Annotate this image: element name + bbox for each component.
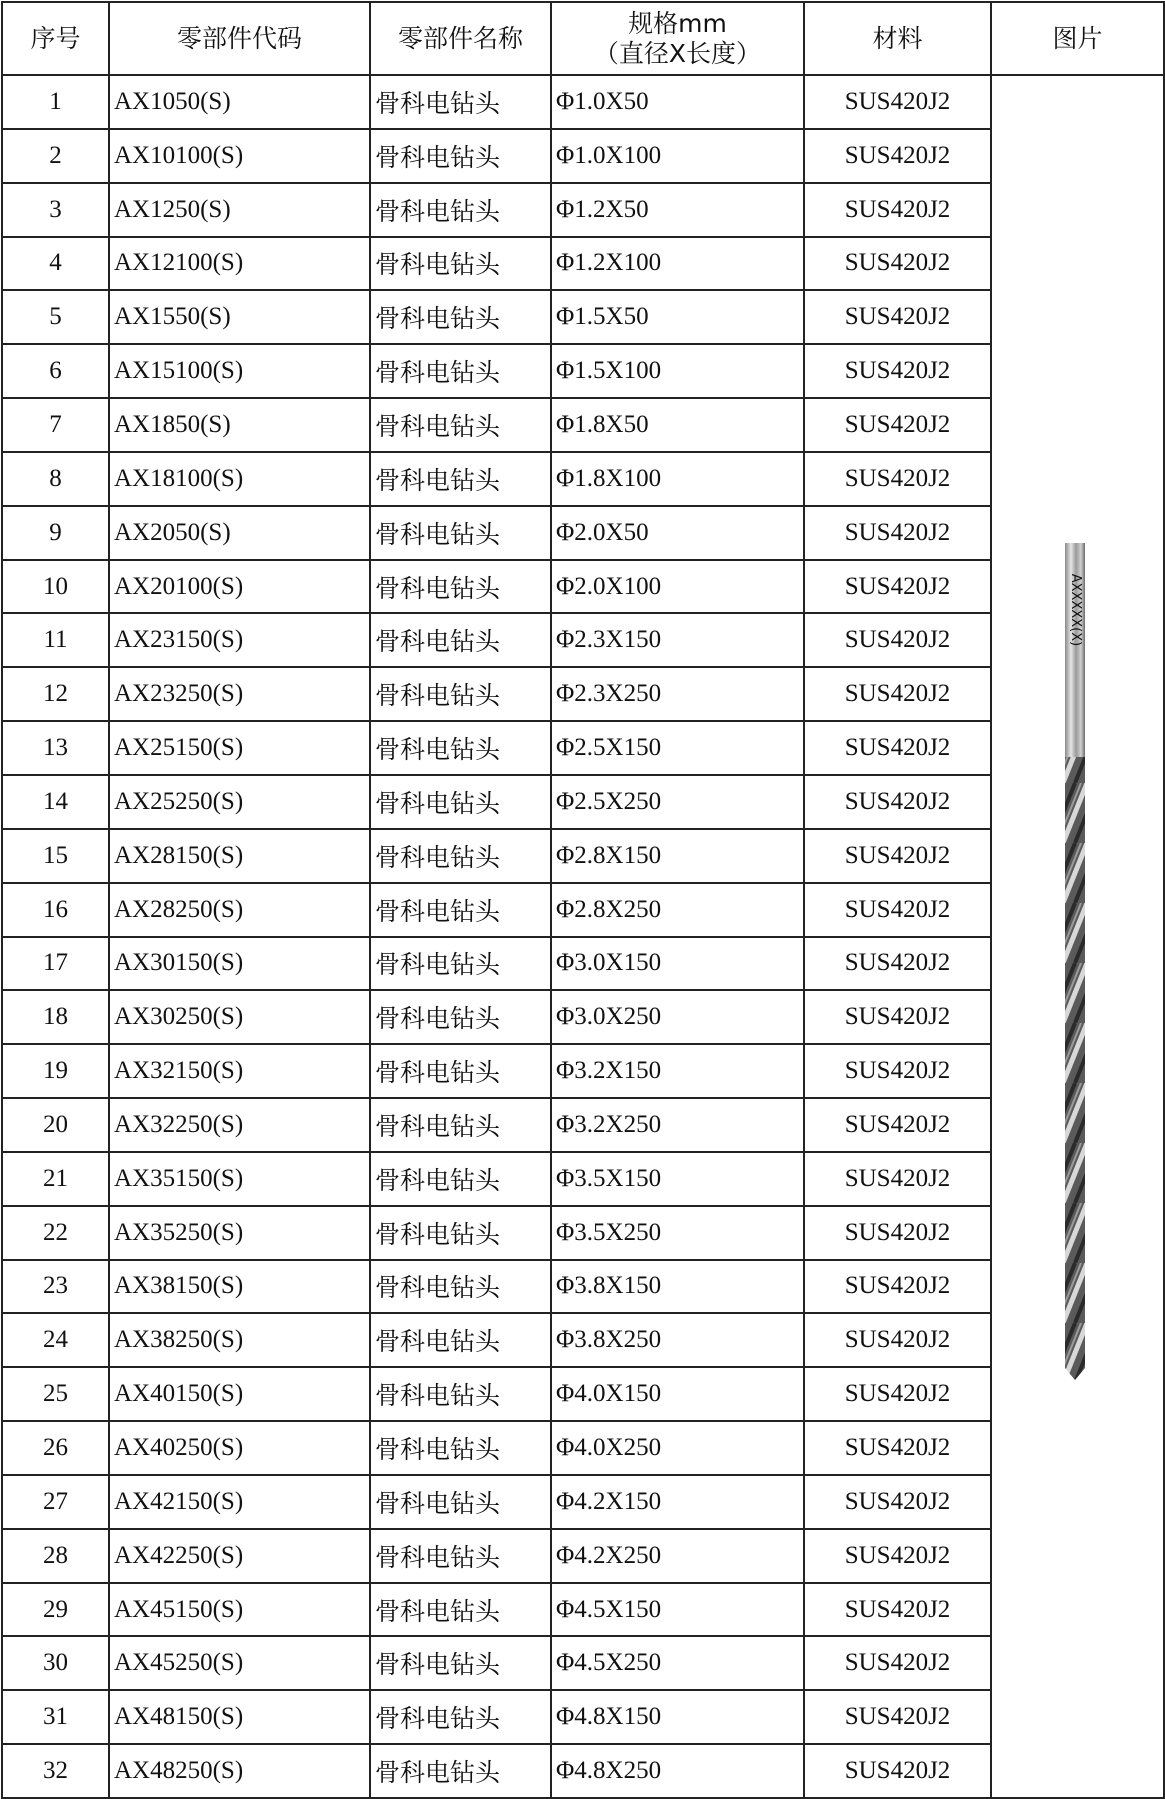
cell-material: SUS420J2 — [804, 1098, 991, 1152]
cell-code: AX38150(S) — [109, 1260, 370, 1314]
cell-name: 骨科电钻头 — [370, 398, 551, 452]
table-row — [2, 1636, 1164, 1690]
table-row — [2, 344, 1164, 398]
cell-material: SUS420J2 — [804, 937, 991, 991]
table-row — [2, 1206, 1164, 1260]
cell-code: AX1250(S) — [109, 183, 370, 237]
cell-code: AX35250(S) — [109, 1206, 370, 1260]
cell-no: 18 — [2, 990, 109, 1044]
cell-no: 24 — [2, 1313, 109, 1367]
table-row — [2, 560, 1164, 614]
cell-material: SUS420J2 — [804, 1744, 991, 1798]
cell-material: SUS420J2 — [804, 1529, 991, 1583]
cell-code: AX1550(S) — [109, 290, 370, 344]
cell-no: 28 — [2, 1529, 109, 1583]
table-row — [2, 1152, 1164, 1206]
cell-code: AX12100(S) — [109, 237, 370, 291]
table-row — [2, 1098, 1164, 1152]
cell-name: 骨科电钻头 — [370, 1583, 551, 1637]
cell-no: 25 — [2, 1367, 109, 1421]
table-row — [2, 829, 1164, 883]
cell-spec: Φ3.0X150 — [551, 937, 804, 991]
cell-name: 骨科电钻头 — [370, 775, 551, 829]
cell-name: 骨科电钻头 — [370, 1475, 551, 1529]
table-row — [2, 1044, 1164, 1098]
cell-material: SUS420J2 — [804, 344, 991, 398]
table-row — [2, 237, 1164, 291]
table-row — [2, 1260, 1164, 1314]
cell-code: AX45250(S) — [109, 1636, 370, 1690]
cell-no: 11 — [2, 613, 109, 667]
table-row — [2, 290, 1164, 344]
cell-material: SUS420J2 — [804, 1690, 991, 1744]
cell-material: SUS420J2 — [804, 1152, 991, 1206]
cell-code: AX45150(S) — [109, 1583, 370, 1637]
cell-name: 骨科电钻头 — [370, 290, 551, 344]
cell-spec: Φ2.3X250 — [551, 667, 804, 721]
cell-spec: Φ1.0X50 — [551, 75, 804, 129]
cell-code: AX15100(S) — [109, 344, 370, 398]
cell-code: AX25150(S) — [109, 721, 370, 775]
cell-spec: Φ4.0X150 — [551, 1367, 804, 1421]
cell-code: AX40250(S) — [109, 1421, 370, 1475]
cell-no: 27 — [2, 1475, 109, 1529]
table-row — [2, 452, 1164, 506]
cell-name: 骨科电钻头 — [370, 1744, 551, 1798]
cell-spec: Φ4.8X150 — [551, 1690, 804, 1744]
cell-no: 31 — [2, 1690, 109, 1744]
header-spec — [551, 2, 804, 75]
cell-no: 21 — [2, 1152, 109, 1206]
cell-code: AX38250(S) — [109, 1313, 370, 1367]
cell-name: 骨科电钻头 — [370, 1260, 551, 1314]
cell-code: AX42250(S) — [109, 1529, 370, 1583]
table-row — [2, 721, 1164, 775]
cell-no: 29 — [2, 1583, 109, 1637]
cell-material: SUS420J2 — [804, 990, 991, 1044]
cell-name: 骨科电钻头 — [370, 560, 551, 614]
header-spec-line1: 规格mm — [628, 8, 727, 38]
table-row — [2, 1313, 1164, 1367]
cell-code: AX32150(S) — [109, 1044, 370, 1098]
table-row — [2, 398, 1164, 452]
cell-name: 骨科电钻头 — [370, 990, 551, 1044]
cell-no: 32 — [2, 1744, 109, 1798]
cell-material: SUS420J2 — [804, 883, 991, 937]
cell-material: SUS420J2 — [804, 237, 991, 291]
cell-material: SUS420J2 — [804, 560, 991, 614]
cell-spec: Φ4.2X250 — [551, 1529, 804, 1583]
cell-no: 13 — [2, 721, 109, 775]
cell-name: 骨科电钻头 — [370, 237, 551, 291]
cell-name: 骨科电钻头 — [370, 1152, 551, 1206]
cell-spec: Φ2.5X250 — [551, 775, 804, 829]
cell-name: 骨科电钻头 — [370, 937, 551, 991]
cell-spec: Φ1.8X100 — [551, 452, 804, 506]
cell-name: 骨科电钻头 — [370, 1529, 551, 1583]
cell-no: 7 — [2, 398, 109, 452]
cell-material: SUS420J2 — [804, 452, 991, 506]
cell-no: 20 — [2, 1098, 109, 1152]
header-spec-line2: （直径X长度） — [593, 38, 762, 68]
cell-material: SUS420J2 — [804, 1260, 991, 1314]
cell-spec: Φ3.2X250 — [551, 1098, 804, 1152]
cell-material: SUS420J2 — [804, 775, 991, 829]
cell-no: 2 — [2, 129, 109, 183]
cell-no: 1 — [2, 75, 109, 129]
header-code: 零部件代码 — [109, 2, 370, 75]
cell-no: 19 — [2, 1044, 109, 1098]
cell-no: 26 — [2, 1421, 109, 1475]
cell-material: SUS420J2 — [804, 1583, 991, 1637]
cell-code: AX32250(S) — [109, 1098, 370, 1152]
cell-no: 14 — [2, 775, 109, 829]
cell-material: SUS420J2 — [804, 1421, 991, 1475]
cell-name: 骨科电钻头 — [370, 1098, 551, 1152]
cell-name: 骨科电钻头 — [370, 75, 551, 129]
cell-spec: Φ2.5X150 — [551, 721, 804, 775]
cell-code: AX1050(S) — [109, 75, 370, 129]
cell-spec: Φ1.8X50 — [551, 398, 804, 452]
cell-spec: Φ4.5X150 — [551, 1583, 804, 1637]
cell-name: 骨科电钻头 — [370, 1313, 551, 1367]
cell-spec: Φ3.8X250 — [551, 1313, 804, 1367]
cell-name: 骨科电钻头 — [370, 1206, 551, 1260]
cell-spec: Φ1.5X50 — [551, 290, 804, 344]
table-row — [2, 775, 1164, 829]
table-row — [2, 1421, 1164, 1475]
cell-code: AX2050(S) — [109, 506, 370, 560]
cell-no: 30 — [2, 1636, 109, 1690]
cell-spec: Φ3.2X150 — [551, 1044, 804, 1098]
cell-code: AX48150(S) — [109, 1690, 370, 1744]
cell-spec: Φ2.8X150 — [551, 829, 804, 883]
table-row — [2, 1367, 1164, 1421]
cell-material: SUS420J2 — [804, 75, 991, 129]
cell-no: 5 — [2, 290, 109, 344]
table-row — [2, 1690, 1164, 1744]
cell-no: 16 — [2, 883, 109, 937]
cell-code: AX25250(S) — [109, 775, 370, 829]
cell-material: SUS420J2 — [804, 1313, 991, 1367]
cell-material: SUS420J2 — [804, 1475, 991, 1529]
parts-table — [1, 1, 1165, 1799]
cell-code: AX23250(S) — [109, 667, 370, 721]
table-row — [2, 1529, 1164, 1583]
cell-material: SUS420J2 — [804, 129, 991, 183]
cell-spec: Φ4.8X250 — [551, 1744, 804, 1798]
cell-name: 骨科电钻头 — [370, 1636, 551, 1690]
table-row — [2, 1583, 1164, 1637]
cell-spec: Φ3.5X150 — [551, 1152, 804, 1206]
cell-spec: Φ3.5X250 — [551, 1206, 804, 1260]
cell-no: 9 — [2, 506, 109, 560]
cell-name: 骨科电钻头 — [370, 1044, 551, 1098]
header-row — [2, 2, 1164, 75]
cell-name: 骨科电钻头 — [370, 1421, 551, 1475]
table-row — [2, 883, 1164, 937]
cell-material: SUS420J2 — [804, 1367, 991, 1421]
header-image: 图片 — [991, 2, 1164, 75]
cell-material: SUS420J2 — [804, 1044, 991, 1098]
table-row — [2, 613, 1164, 667]
cell-code: AX48250(S) — [109, 1744, 370, 1798]
cell-code: AX23150(S) — [109, 613, 370, 667]
cell-name: 骨科电钻头 — [370, 829, 551, 883]
table-row — [2, 75, 1164, 129]
cell-material: SUS420J2 — [804, 829, 991, 883]
table-row — [2, 667, 1164, 721]
cell-name: 骨科电钻头 — [370, 613, 551, 667]
cell-material: SUS420J2 — [804, 667, 991, 721]
cell-spec: Φ1.0X100 — [551, 129, 804, 183]
table-row — [2, 129, 1164, 183]
cell-name: 骨科电钻头 — [370, 452, 551, 506]
cell-name: 骨科电钻头 — [370, 721, 551, 775]
cell-name: 骨科电钻头 — [370, 667, 551, 721]
cell-material: SUS420J2 — [804, 1636, 991, 1690]
cell-spec: Φ3.8X150 — [551, 1260, 804, 1314]
cell-no: 6 — [2, 344, 109, 398]
cell-material: SUS420J2 — [804, 721, 991, 775]
cell-spec: Φ1.2X50 — [551, 183, 804, 237]
cell-name: 骨科电钻头 — [370, 883, 551, 937]
cell-name: 骨科电钻头 — [370, 1690, 551, 1744]
cell-spec: Φ2.8X250 — [551, 883, 804, 937]
cell-code: AX30150(S) — [109, 937, 370, 991]
drill-engraving-text: AXXXXX(X) — [1068, 573, 1083, 647]
cell-material: SUS420J2 — [804, 290, 991, 344]
cell-spec: Φ4.2X150 — [551, 1475, 804, 1529]
cell-no: 12 — [2, 667, 109, 721]
cell-code: AX18100(S) — [109, 452, 370, 506]
cell-code: AX28250(S) — [109, 883, 370, 937]
cell-name: 骨科电钻头 — [370, 1367, 551, 1421]
cell-spec: Φ2.3X150 — [551, 613, 804, 667]
cell-code: AX40150(S) — [109, 1367, 370, 1421]
header-material: 材料 — [804, 2, 991, 75]
cell-material: SUS420J2 — [804, 183, 991, 237]
cell-no: 10 — [2, 560, 109, 614]
cell-name: 骨科电钻头 — [370, 183, 551, 237]
table-row — [2, 1744, 1164, 1798]
cell-no: 3 — [2, 183, 109, 237]
cell-code: AX20100(S) — [109, 560, 370, 614]
cell-spec: Φ1.2X100 — [551, 237, 804, 291]
cell-code: AX10100(S) — [109, 129, 370, 183]
cell-spec: Φ3.0X250 — [551, 990, 804, 1044]
header-name: 零部件名称 — [370, 2, 551, 75]
table-row — [2, 937, 1164, 991]
cell-code: AX42150(S) — [109, 1475, 370, 1529]
cell-spec: Φ1.5X100 — [551, 344, 804, 398]
cell-material: SUS420J2 — [804, 506, 991, 560]
table-row — [2, 1475, 1164, 1529]
cell-no: 17 — [2, 937, 109, 991]
cell-spec: Φ2.0X100 — [551, 560, 804, 614]
cell-code: AX35150(S) — [109, 1152, 370, 1206]
cell-spec: Φ2.0X50 — [551, 506, 804, 560]
cell-no: 4 — [2, 237, 109, 291]
cell-material: SUS420J2 — [804, 398, 991, 452]
cell-code: AX1850(S) — [109, 398, 370, 452]
cell-name: 骨科电钻头 — [370, 129, 551, 183]
table-row — [2, 183, 1164, 237]
cell-no: 22 — [2, 1206, 109, 1260]
cell-name: 骨科电钻头 — [370, 506, 551, 560]
table-row — [2, 990, 1164, 1044]
cell-spec: Φ4.5X250 — [551, 1636, 804, 1690]
table-row — [2, 506, 1164, 560]
header-no: 序号 — [2, 2, 109, 75]
cell-no: 8 — [2, 452, 109, 506]
cell-name: 骨科电钻头 — [370, 344, 551, 398]
cell-material: SUS420J2 — [804, 1206, 991, 1260]
cell-spec: Φ4.0X250 — [551, 1421, 804, 1475]
cell-no: 15 — [2, 829, 109, 883]
cell-material: SUS420J2 — [804, 613, 991, 667]
cell-no: 23 — [2, 1260, 109, 1314]
cell-code: AX28150(S) — [109, 829, 370, 883]
cell-code: AX30250(S) — [109, 990, 370, 1044]
